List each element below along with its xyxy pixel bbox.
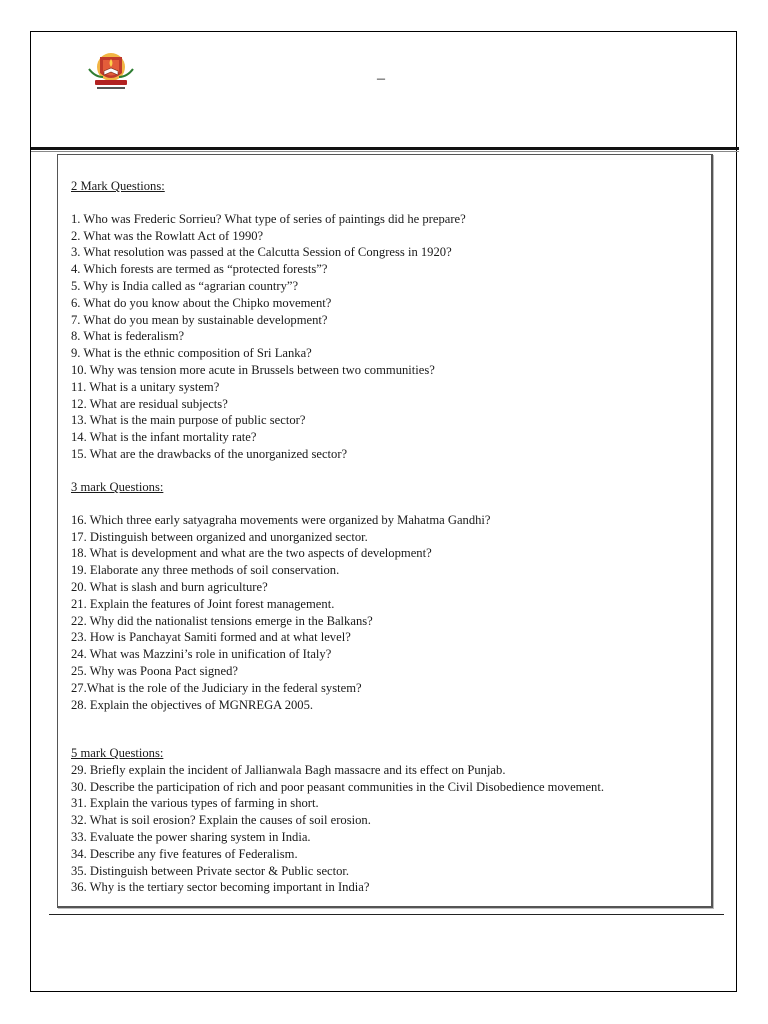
question-item: 3. What resolution was passed at the Calcutta Session of Congress in 1920? — [71, 245, 452, 260]
question-item: 15. What are the drawbacks of the unorganized sector? — [71, 446, 348, 461]
header-divider — [31, 147, 739, 150]
section-title: 3 mark Questions: — [71, 480, 164, 494]
question-item: 19. Elaborate any three methods of soil conservation. — [71, 563, 340, 578]
question-item: 23. How is Panchayat Samiti formed and at what level? — [71, 630, 351, 645]
question-list — [71, 211, 466, 463]
question-item: 8. What is federalism? — [71, 329, 185, 344]
question-item: 10. Why was tension more acute in Brussels between two communities? — [71, 362, 435, 377]
question-item: 36. Why is the tertiary sector becoming important in India? — [71, 880, 370, 895]
header-dash: – — [377, 70, 385, 87]
page-header — [31, 32, 736, 148]
question-item: 5. Why is India called as “agrarian country”? — [71, 278, 299, 293]
question-item: 32. What is soil erosion? Explain the causes of soil erosion. — [71, 813, 371, 828]
question-item: 16. Which three early satyagraha movements were organized by Mahatma Gandhi? — [71, 512, 491, 527]
question-item: 18. What is development and what are the two aspects of development? — [71, 546, 432, 561]
question-item: 24. What was Mazzini’s role in unification of Italy? — [71, 647, 332, 662]
question-item: 12. What are residual subjects? — [71, 396, 228, 411]
question-item: 13. What is the main purpose of public sector? — [71, 413, 306, 428]
footer-divider — [49, 914, 724, 915]
question-item: 20. What is slash and burn agriculture? — [71, 579, 268, 594]
question-item: 29. Briefly explain the incident of Jallianwala Bagh massacre and its effect on Punjab. — [71, 762, 506, 777]
question-item: 21. Explain the features of Joint forest management. — [71, 596, 335, 611]
question-item: 1. Who was Frederic Sorrieu? What type of series of paintings did he prepare? — [71, 211, 466, 226]
question-item: 9. What is the ethnic composition of Sri Lanka? — [71, 346, 312, 361]
question-list — [71, 762, 604, 896]
question-item: 33. Evaluate the power sharing system in India. — [71, 829, 311, 844]
section-title: 2 Mark Questions: — [71, 179, 165, 193]
question-item: 28. Explain the objectives of MGNREGA 2005. — [71, 697, 314, 712]
school-logo-icon — [83, 47, 139, 93]
section-title: 5 mark Questions: — [71, 746, 164, 760]
section-2-mark — [71, 178, 466, 463]
header-divider-thin — [31, 151, 739, 152]
question-list — [71, 512, 491, 714]
question-item: 6. What do you know about the Chipko movement? — [71, 295, 332, 310]
question-item: 34. Describe any five features of Federalism. — [71, 846, 298, 861]
question-item: 35. Distinguish between Private sector & Public sector. — [71, 863, 350, 878]
question-item: 14. What is the infant mortality rate? — [71, 430, 257, 445]
question-item: 7. What do you mean by sustainable development? — [71, 312, 328, 327]
question-item: 4. Which forests are termed as “protected forests”? — [71, 262, 328, 277]
section-3-mark — [71, 479, 491, 713]
question-item: 25. Why was Poona Pact signed? — [71, 663, 238, 678]
question-item: 2. What was the Rowlatt Act of 1990? — [71, 228, 264, 243]
question-item: 31. Explain the various types of farming in short. — [71, 796, 319, 811]
question-item: 17. Distinguish between organized and unorganized sector. — [71, 529, 368, 544]
question-item: 30. Describe the participation of rich and poor peasant communities in the Civil Disobedience movement. — [71, 779, 604, 794]
question-item: 27.What is the role of the Judiciary in the federal system? — [71, 680, 362, 695]
section-5-mark — [71, 745, 604, 896]
question-item: 11. What is a unitary system? — [71, 379, 220, 394]
question-item: 22. Why did the nationalist tensions emerge in the Balkans? — [71, 613, 373, 628]
